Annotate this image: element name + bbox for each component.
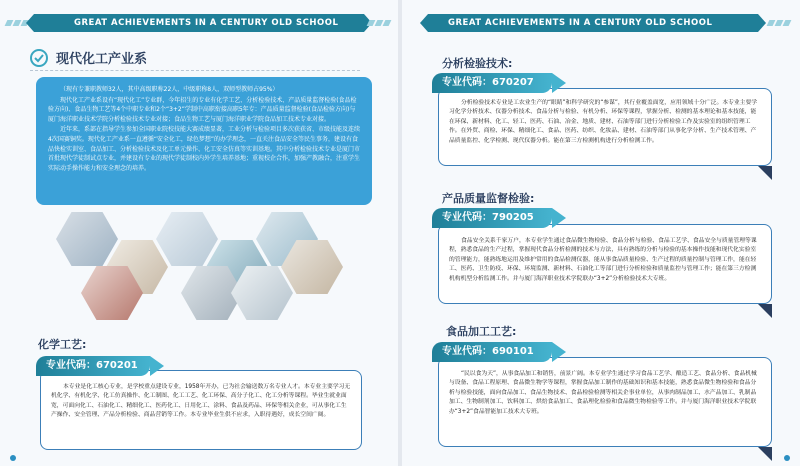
course-description: 本专业是化工核心专业，是学校重点建设专业，1958年开办，已为社会输送数万名专业人才。本专业主要学习无机化学、有机化学、化工仿真操作、化工制图、化工工艺、化工环保、高分子化工、化工分析等课程。毕业生就业面宽，可面向化工、石油化工、精细化工、医药化工、日用化工、涂料、食品及药品、环保等相关企业，可从事化工生产操作、安全管理、产品分析检验、商品营销等工作。本专业毕业生供不应求，入职待遇好，成长空间广阔。 xyxy=(51,384,351,419)
photo-hex xyxy=(156,212,218,266)
course-description-box xyxy=(438,88,772,166)
page-dot xyxy=(784,455,790,461)
course-code-tab: 专业代码：790205 xyxy=(432,208,552,228)
box-tail xyxy=(758,447,772,461)
intro-paragraph: （现有专兼职教师32人，其中高级职称22人，中级职称8人，双师型教师占95%） xyxy=(60,86,279,93)
course-name: 食品加工工艺: xyxy=(446,325,517,338)
intro-box xyxy=(36,77,372,205)
box-tail xyxy=(758,166,772,180)
course-name: 化学工艺: xyxy=(38,338,87,351)
photo-collage xyxy=(56,208,356,318)
section-title-text: 现代化工产业系 xyxy=(56,52,148,67)
intro-paragraph: 近年来，系部在指导学生参加全国职业院校技能大赛成绩显著，工业分析与检验项目多次获获省、市级技能及连续4次国赛铜奖。现代化工产业系一直遵循“安全化工，绿色梦想”的办学理念，一直关注食品安全等民生事务，建设有食品快检实训室、食品加工、分析检验技术及化工单元操作、化工安全仿真等实训基地。其中分析检验技术专业是厦门市首批现代学徒制试点专业，并建设有专业的现代学徒制校内外学生培养基地；重视校企合作，加强产教融合，注重学生实际动手操作能力和安全理念的培养。 xyxy=(48,126,361,172)
course-description-box xyxy=(40,370,362,450)
page-dot xyxy=(10,455,16,461)
header-banner: GREAT ACHIEVEMENTS IN A CENTURY OLD SCHOOL xyxy=(428,14,758,32)
course-code-tab: 专业代码：670207 xyxy=(432,73,552,93)
course-description-box xyxy=(438,357,772,447)
course-description: “民以食为天”，从事食品加工和销售，前景广阔。本专业学生通过学习食品工艺学、酿造工艺、食品分析、食品机械与设备、食品工程原理、食品微生物学等课程，掌握食品加工制作的基础知识和基本技能，熟悉食品微生物检验和食品分析与检验技能，面向食品加工、食品生物技术、食品检验检测等相关企事业单位，从事肉制品加工、水产品加工、乳制品加工、生物制剂加工、饮料加工、烘焙食品加工、食品理化检验和食品微生物检验等工作。并与厦门海洋职业技术学院联办“3+2”食品智能加工技术大专班。 xyxy=(449,371,757,415)
left-page xyxy=(0,0,398,466)
course-name: 产品质量监督检验: xyxy=(442,192,535,205)
right-page xyxy=(402,0,800,466)
box-tail xyxy=(758,304,772,318)
course-code-tab: 专业代码：690101 xyxy=(432,342,552,362)
section-title xyxy=(30,48,147,67)
course-description: 食品安全关系千家万户，本专业学生通过食品微生物检验、食品分析与检验、食品工艺学、食品安全与质量管理等课程，熟悉食品的生产过程，掌握现代食品分析检测的技术与方法，具有熟练的分析与检验的基本操作技能和现代化实验室的管理能力，能熟练地运用及维护常用的食品检测仪器，能从事食品质量检验、生产过程的质量控制与管理工作，能在轻工、医药、卫生防疫、环保、环境监测、新材料、石油化工等部门进行分析检验和质量监控与管理工作；能在第三方检测机构机型分析监测工作。并与厦门海洋职业技术学院联办“3+2”分析检验技术大专班。 xyxy=(449,238,757,282)
header-banner: GREAT ACHIEVEMENTS IN A CENTURY OLD SCHOOL xyxy=(34,14,364,32)
course-code-tab: 专业代码：670201 xyxy=(36,356,150,376)
course-description: 分析检验技术专业是工农业生产的“眼睛”和科学研究的“参谋”，其行业覆盖面宽，应用领域十分广泛。本专业主要学习化学分析技术、仪器分析技术、食品分析与检验、有机分析、环保等课程，掌握分析、检测的基本理论和基本技能，能在环保、新材料、化工、轻工、医药、石油、冶金、地质、建材、石油等部门进行分析检验工作及实验室的组织管理工作。在外贸、商检、环保、精细化工、食品、医药、纺织、化妆品、建材、石油等部门从事化学分析、生产技术管理、产品质量监控、化学检测、现代仪器分析。能在第三方检测机构进行分析检测工作。 xyxy=(449,100,758,144)
banner-dashes xyxy=(368,20,390,26)
course-description-box xyxy=(438,224,772,304)
banner-dashes xyxy=(768,20,790,26)
check-circle-icon xyxy=(30,49,48,67)
photo-hex xyxy=(56,212,118,266)
intro-paragraph: 现代化工产业系设有“现代化工”专业群，今年招生的专业有化学工艺、分析检验技术、产品质量监督检验(食品检验方向)、食品生物工艺等4个中职专业和2个“3+2”学制中高职衔接高职5年专：产品质量监督检验(食品检验方向)与厦门海洋职业技术学院分析检验技术专业对接；食品生物工艺与厦门海洋职业学院食品加工技术专业对接。 xyxy=(48,96,357,123)
banner-dashes xyxy=(6,20,28,26)
title-divider xyxy=(30,70,360,71)
course-name: 分析检验技术: xyxy=(442,57,513,70)
